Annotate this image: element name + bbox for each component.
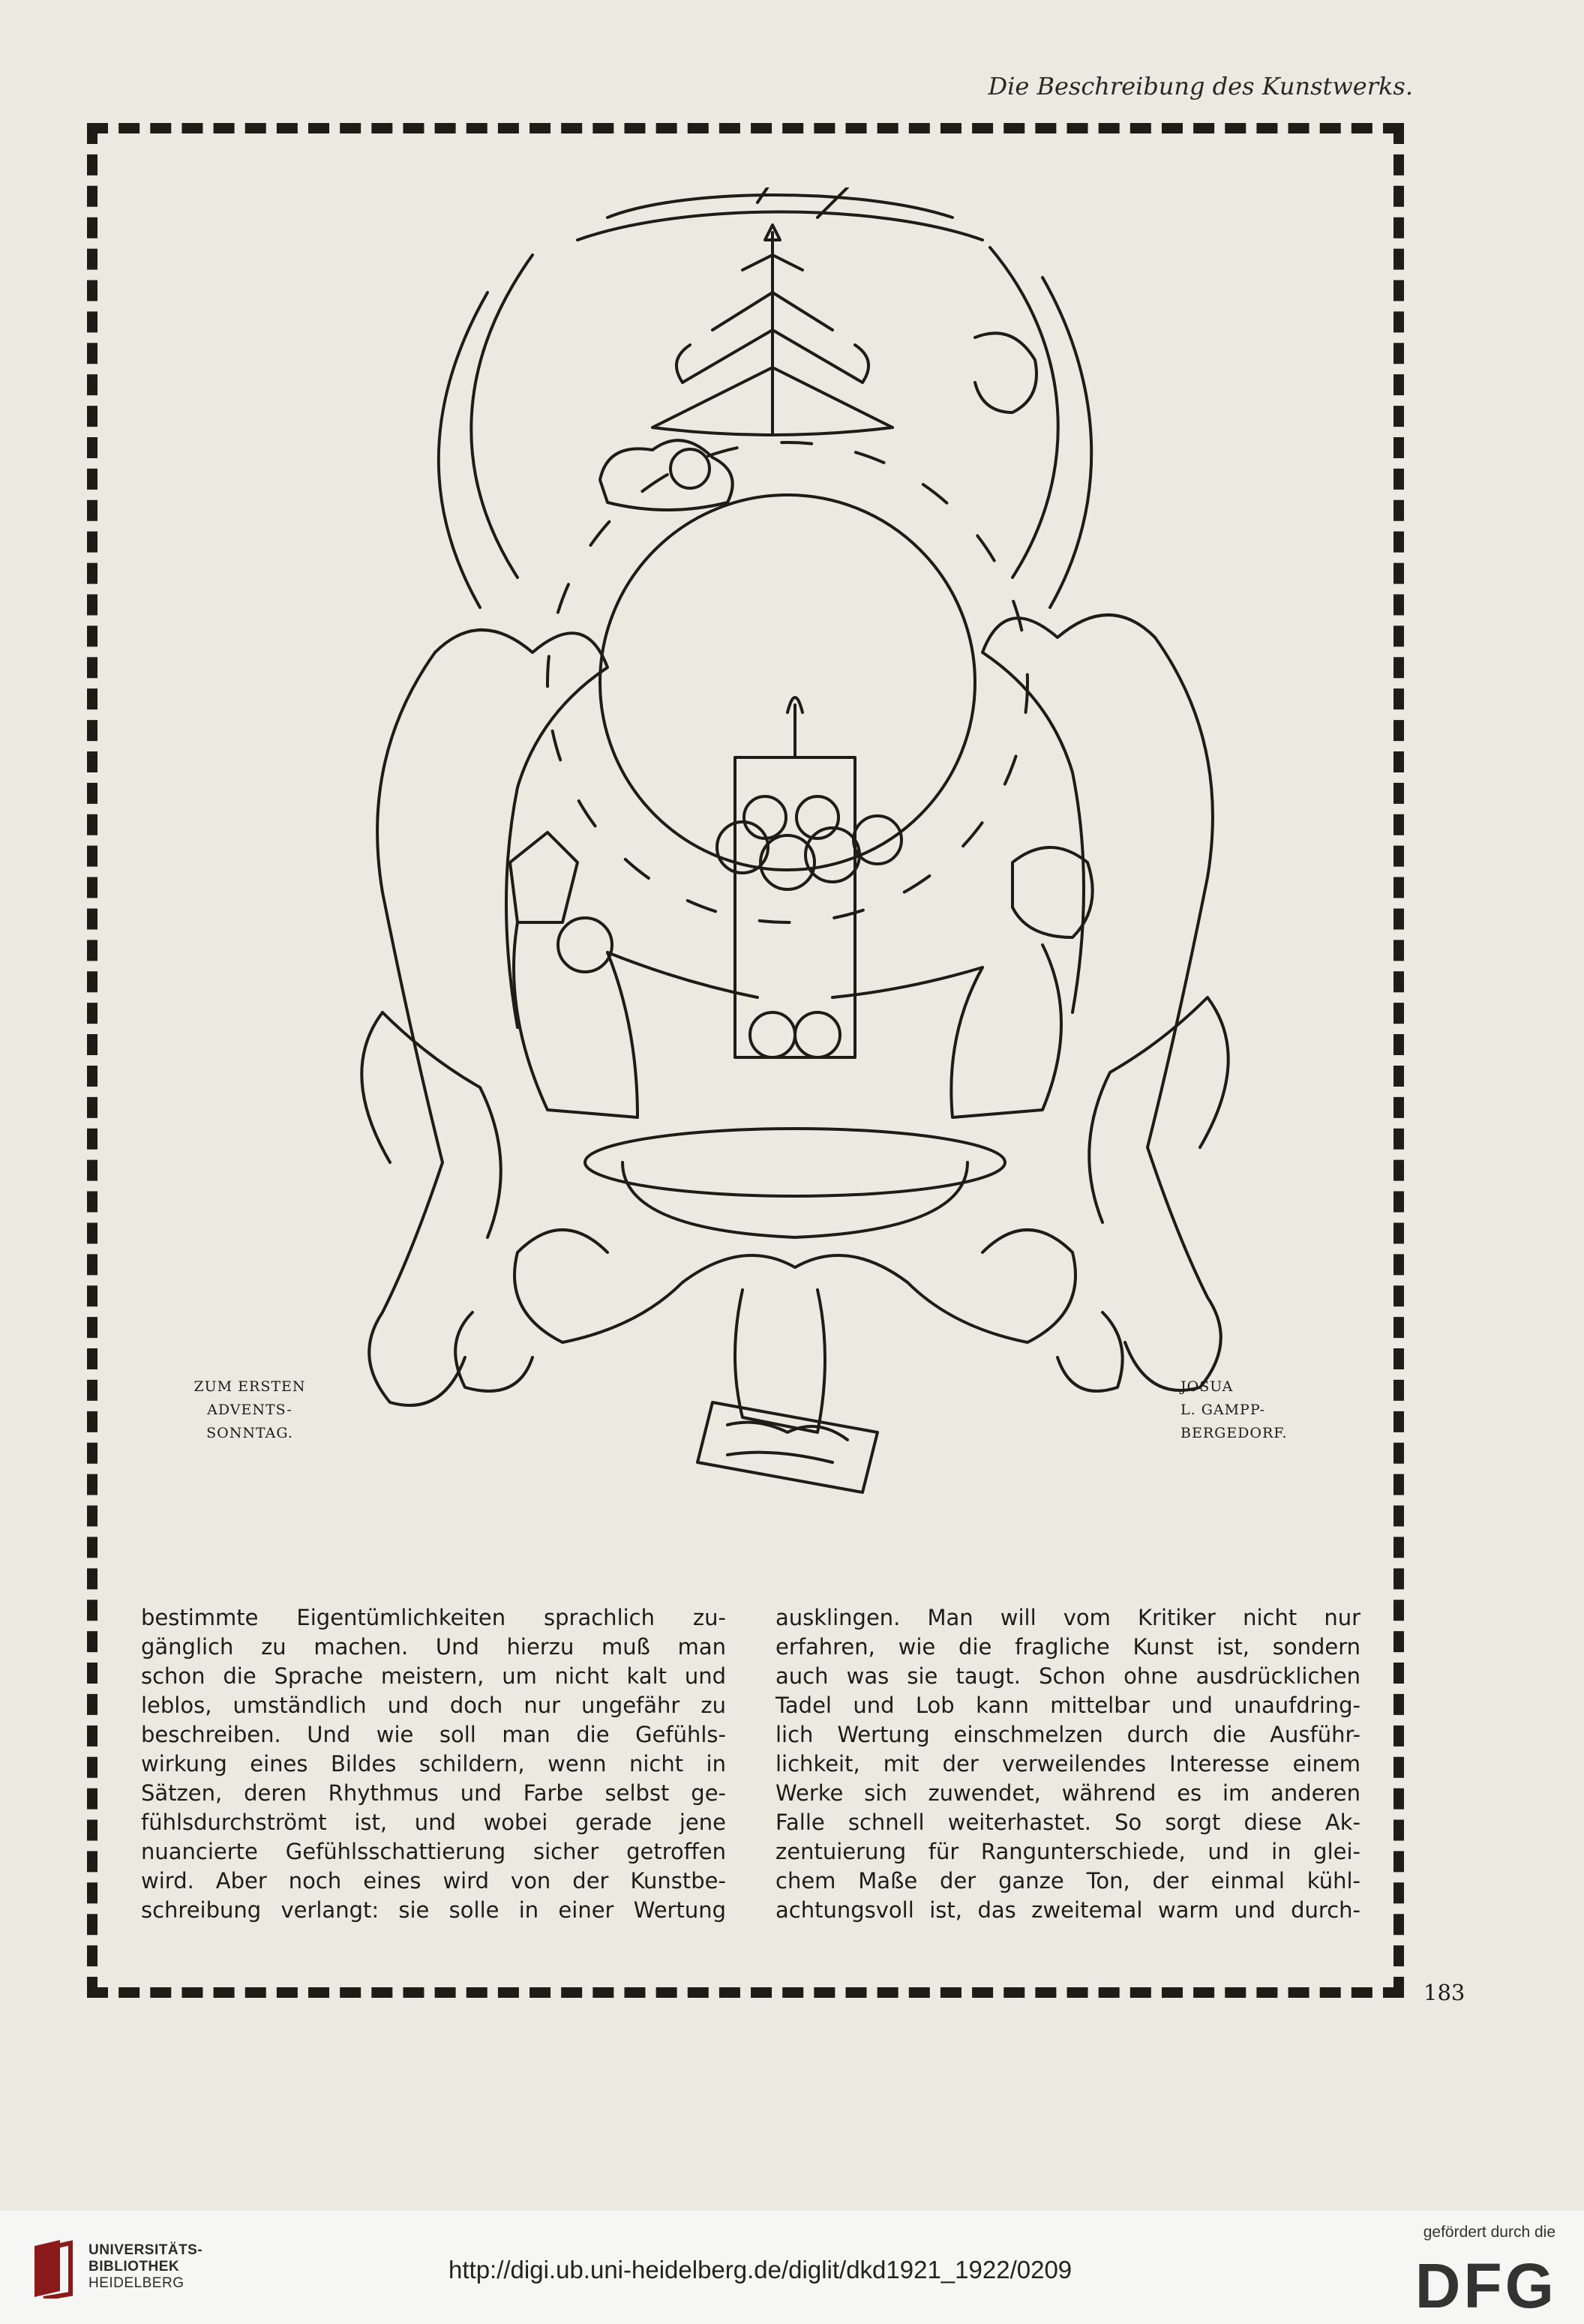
library-name-line: HEIDELBERG <box>88 2275 184 2291</box>
caption-right-line: BERGEDORF. <box>1180 1425 1288 1441</box>
text-line: wird. Aber noch eines wird von der Kunstbe- <box>141 1868 726 1894</box>
caption-right-line: L. GAMPP- <box>1180 1402 1265 1418</box>
text-line: Falle schnell weiterhastet. So sorgt diese Ak- <box>776 1810 1360 1835</box>
text-line: lichkeit, mit der verweilendes Interesse einem <box>776 1751 1360 1777</box>
advent-illustration <box>292 187 1282 1507</box>
caption-right <box>1180 1375 1328 1445</box>
caption-left <box>178 1375 321 1445</box>
text-line: wirkung eines Bildes schildern, wenn nicht in <box>141 1751 726 1777</box>
text-line: achtungsvoll ist, das zweitemal warm und durch- <box>776 1897 1360 1923</box>
text-line: ausklingen. Man will vom Kritiker nicht nur <box>776 1605 1360 1630</box>
text-line: bestimmte Eigentümlichkeiten sprachlich zu- <box>141 1605 726 1630</box>
caption-left-line: ADVENTS- <box>207 1402 292 1418</box>
caption-right-line: JOSUA <box>1180 1378 1234 1395</box>
text-line: lich Wertung einschmelzen durch die Ausführ- <box>776 1722 1360 1747</box>
dfg-logo: DFG <box>1414 2251 1557 2321</box>
caption-left-line: SONNTAG. <box>206 1425 293 1441</box>
text-line: Tadel und Lob kann mittelbar und unaufdring- <box>776 1693 1360 1718</box>
text-line: auch was sie taugt. Schon ohne ausdrücklichen <box>776 1663 1360 1689</box>
funding-label: gefördert durch die <box>1423 2224 1556 2241</box>
text-line: schreibung verlangt: sie solle in einer Wertung <box>141 1897 726 1923</box>
text-line: schon die Sprache meistern, um nicht kalt und <box>141 1663 726 1689</box>
text-column-right <box>776 1603 1360 1925</box>
text-line: beschreiben. Und wie soll man die Gefühls- <box>141 1722 726 1747</box>
page-number: 183 <box>1424 1980 1466 2005</box>
text-line: fühlsdurchströmt ist, und wobei gerade jene <box>141 1810 726 1835</box>
library-name <box>88 2242 202 2292</box>
text-line: zentuierung für Rangunterschiede, und in glei- <box>776 1839 1360 1864</box>
text-line: gänglich zu machen. Und hierzu muß man <box>141 1634 726 1660</box>
text-line: Sätzen, deren Rhythmus und Farbe selbst ge- <box>141 1780 726 1806</box>
library-name-line: UNIVERSITÄTS- <box>88 2242 203 2258</box>
running-head: Die Beschreibung des Kunstwerks. <box>988 72 1413 100</box>
text-line: chem Maße der ganze Ton, der einmal kühl- <box>776 1868 1360 1894</box>
library-logo-icon <box>30 2239 80 2299</box>
source-url-link[interactable]: http://digi.ub.uni-heidelberg.de/diglit/dkd1921_1922/0209 <box>448 2256 1072 2284</box>
caption-left-line: ZUM ERSTEN <box>194 1378 306 1395</box>
text-column-left <box>141 1603 726 1925</box>
text-line: nuancierte Gefühlsschattierung sicher getroffen <box>141 1839 726 1864</box>
library-name-line: BIBLIOTHEK <box>88 2259 180 2275</box>
text-line: leblos, umständlich und doch nur ungefähr zu <box>141 1693 726 1718</box>
text-line: Werke sich zuwendet, während es im anderen <box>776 1780 1360 1806</box>
text-line: erfahren, wie die fragliche Kunst ist, sondern <box>776 1634 1360 1660</box>
